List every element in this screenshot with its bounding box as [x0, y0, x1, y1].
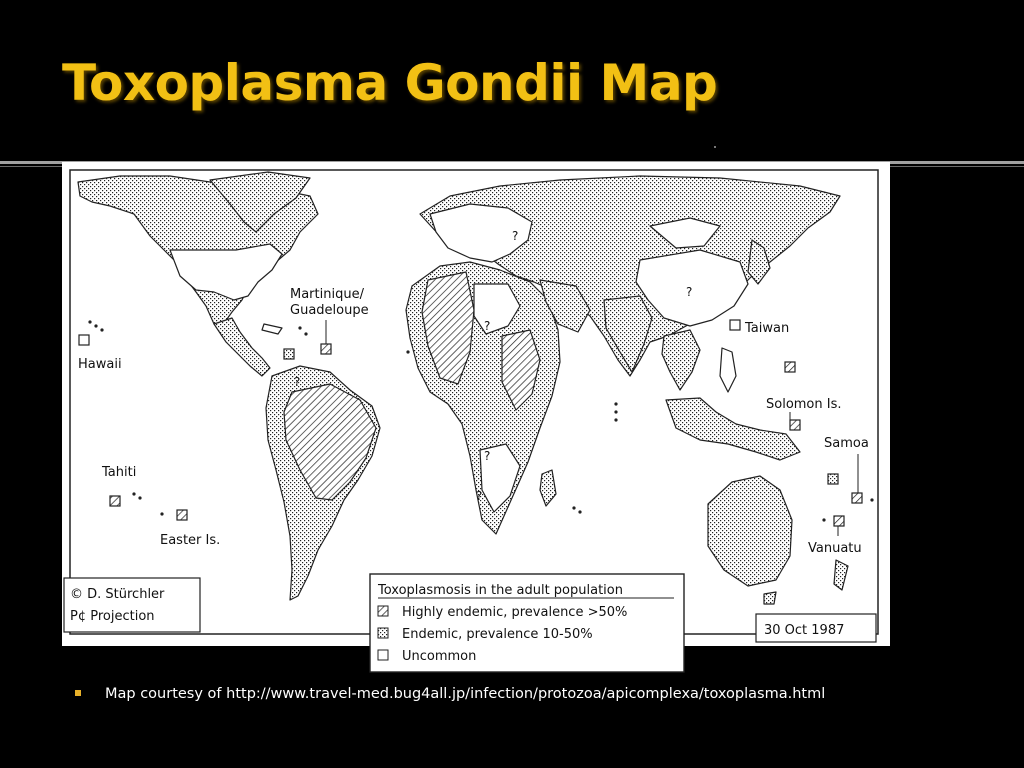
marker-vanuatu-upper	[790, 420, 800, 430]
legend-label-high: Highly endemic, prevalence >50%	[402, 605, 628, 620]
marker-samoa	[852, 493, 862, 503]
marker-taiwan	[730, 320, 740, 330]
credit-author: © D. Stürchler	[70, 587, 165, 602]
label-martinique: Martinique/	[290, 287, 364, 302]
label-samoa: Samoa	[824, 436, 869, 451]
marker-tahiti	[110, 496, 120, 506]
slide-title: Toxoplasma Gondii Map	[62, 54, 718, 112]
legend	[370, 574, 684, 672]
legend-swatch-blank	[378, 650, 388, 660]
marker-vanuatu	[834, 516, 844, 526]
marker-solomon	[785, 362, 795, 372]
q-mark: ?	[484, 319, 491, 333]
q-mark: ?	[484, 449, 491, 463]
label-taiwan: Taiwan	[745, 321, 790, 336]
label-solomon: Solomon Is.	[766, 397, 842, 412]
marker-easter	[177, 510, 187, 520]
q-mark: ?	[476, 489, 483, 503]
map-date: 30 Oct 1987	[764, 623, 845, 638]
marker-martinique	[321, 344, 331, 354]
q-mark: ?	[294, 375, 301, 389]
bullet-icon	[75, 690, 81, 696]
label-easter: Easter Is.	[160, 533, 221, 548]
tasmania	[764, 592, 776, 604]
date-box	[756, 614, 876, 642]
credit-projection: P¢ Projection	[70, 609, 155, 624]
label-tahiti: Tahiti	[102, 465, 137, 480]
caption	[75, 686, 825, 702]
legend-label-uncommon: Uncommon	[402, 649, 477, 664]
legend-swatch-dots	[378, 628, 388, 638]
label-guadeloupe: Guadeloupe	[290, 303, 369, 318]
legend-swatch-hatch	[378, 606, 388, 616]
caption-text: Map courtesy of http://www.travel-med.bug4all.jp/infection/protozoa/apicomplexa/toxoplasma.html	[105, 686, 826, 702]
marker-hawaii	[79, 335, 89, 345]
q-mark: ?	[686, 285, 693, 299]
legend-label-endemic: Endemic, prevalence 10-50%	[402, 627, 593, 642]
label-hawaii: Hawaii	[78, 357, 122, 372]
label-vanuatu: Vanuatu	[808, 541, 862, 556]
marker-samoa-west	[828, 474, 838, 484]
marker-caribbean	[284, 349, 294, 359]
q-mark: ?	[512, 229, 519, 243]
credit-box	[64, 578, 200, 632]
legend-title: Toxoplasmosis in the adult population	[378, 583, 623, 598]
